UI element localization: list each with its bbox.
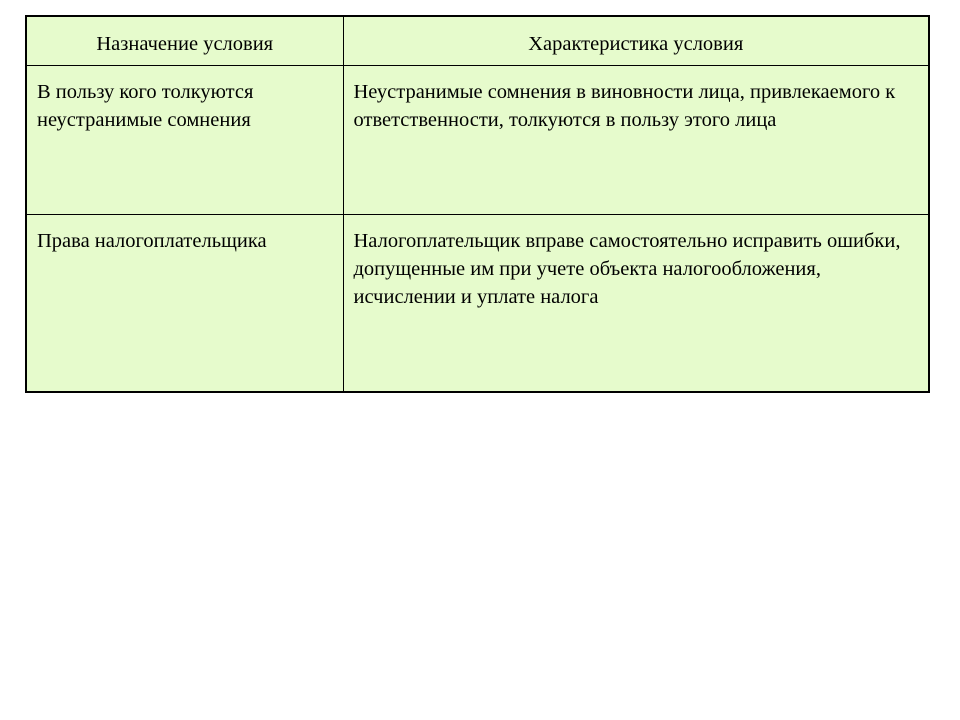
table-row: [26, 66, 929, 215]
table-row: [26, 215, 929, 393]
table-header-row: [26, 16, 929, 66]
header-characteristic: Характеристика условия: [343, 16, 929, 66]
row-1-characteristic: Неустранимые сомнения в виновности лица, привлекаемого к ответственности, толкуются в пользу этого лица: [343, 66, 929, 215]
row-1-purpose: В пользу кого толкуются неустранимые сомнения: [26, 66, 343, 215]
conditions-table: [25, 15, 930, 393]
row-2-purpose: Права налогоплательщика: [26, 215, 343, 393]
row-2-characteristic: Налогоплательщик вправе самостоятельно исправить ошибки, допущенные им при учете объекта налогообложения, исчислении и уплате налога: [343, 215, 929, 393]
header-purpose: Назначение условия: [26, 16, 343, 66]
